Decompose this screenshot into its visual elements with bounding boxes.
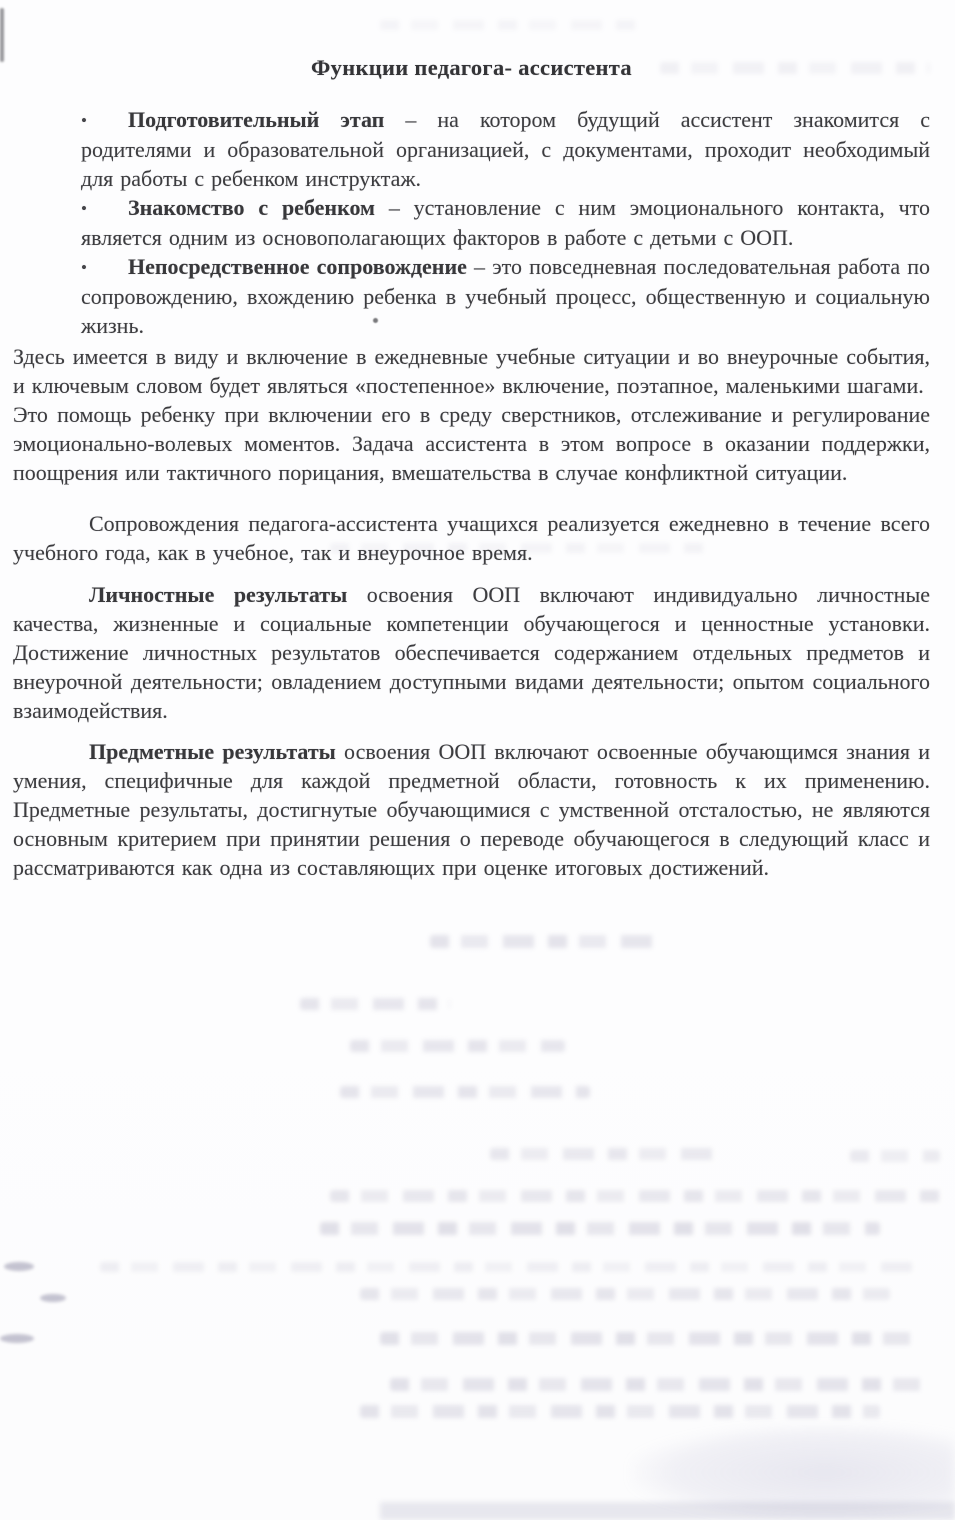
bullet-item-meeting-child [81, 193, 930, 252]
paragraph-subject-results [13, 737, 930, 882]
bleed-through-artifact [360, 1288, 890, 1300]
bullet-term: Непосредственное сопровождение [128, 254, 467, 279]
bleed-through-artifact [850, 1150, 940, 1162]
bleed-through-artifact [390, 1378, 930, 1391]
bleed-through-artifact [330, 1190, 950, 1202]
personal-results-body: освоения ООП включают индивидуально личностные качества, жизненные и социальные компетенции обучающегося и ценностные установки. Достижение личностных результатов обеспечивается содержанием отдельных предметов и внеурочной деятельности; овладением доступными видами деятельности; опытом социального взаимодействия. [13, 582, 930, 723]
bleed-through-artifact [490, 1148, 720, 1160]
bleed-through-artifact [4, 1262, 34, 1271]
bullet-term: Знакомство с ребенком [128, 195, 376, 220]
bleed-through-artifact [300, 998, 450, 1010]
paragraph-inclusion-note: Здесь имеется в виду и включение в ежедневные учебные ситуации и во внеурочные события, и ключевым словом будет являться «постепенное» включение, поэтапное, маленькими шагами. [13, 344, 930, 398]
bleed-through-artifact [430, 935, 665, 948]
paragraph-peer-support: Это помощь ребенку при включении его в среду сверстников, отслеживание и регулирование эмоционально-волевых моментов. Задача ассистента в этом вопросе в оказании поддержки, поощрения или тактичного порицания, вмешательства в случае конфликтной ситуации. [13, 402, 930, 485]
bleed-through-strip [380, 1502, 955, 1520]
bullet-icon: • [81, 199, 87, 218]
functions-bullet-list [13, 105, 930, 340]
bullet-body: – установление с ним эмоционального контакта, что является одним из основополагающих факторов в работе с детьми с ООП. [81, 195, 930, 250]
bleed-through-artifact [0, 1334, 34, 1343]
bleed-through-artifact [350, 1040, 565, 1052]
bleed-through-blob [630, 1425, 955, 1520]
bleed-through-artifact [40, 1294, 66, 1302]
bleed-through-artifact [380, 1332, 920, 1345]
bullet-term: Подготовительный этап [128, 107, 385, 132]
paragraph-personal-results [13, 580, 930, 725]
bullet-body: – на котором будущий ассистент знакомится с родителями и образовательной организацией, с документами, проходит необходимый для работы с ребенком инструктаж. [81, 107, 930, 191]
document-title: Функции педагога- ассистента [311, 55, 632, 80]
bullet-icon: • [81, 111, 87, 130]
bullet-body: – это повседневная последовательная работа по сопровождению, вхождению ребенка в учебный процесс, общественную и социальную жизнь. [81, 254, 930, 338]
bleed-through-artifact [320, 1222, 880, 1235]
bullet-icon: • [81, 258, 87, 277]
bleed-through-artifact [340, 1086, 590, 1098]
bullet-item-preparatory-stage [81, 105, 930, 193]
bleed-through-artifact [100, 1262, 920, 1272]
subject-results-body: освоения ООП включают освоенные обучающимся знания и умения, специфичные для каждой предметной области, готовность к их применению. Предметные результаты, достигнутые обучающимися с умственной отсталостью, не являются основным критерием при принятии решения о переводе обучающегося в следующий класс и рассматриваются как одна из составляющих при оценке итоговых достижений. [13, 739, 930, 880]
paragraph-daily-support: Сопровождения педагога-ассистента учащихся реализуется ежедневно в течение всего учебного года, как в учебное, так и внеурочное время. [13, 511, 930, 565]
personal-results-lead: Личностные результаты [89, 582, 348, 607]
subject-results-lead: Предметные результаты [89, 739, 336, 764]
bullet-item-direct-support [81, 252, 930, 340]
bleed-through-artifact [360, 1405, 880, 1418]
